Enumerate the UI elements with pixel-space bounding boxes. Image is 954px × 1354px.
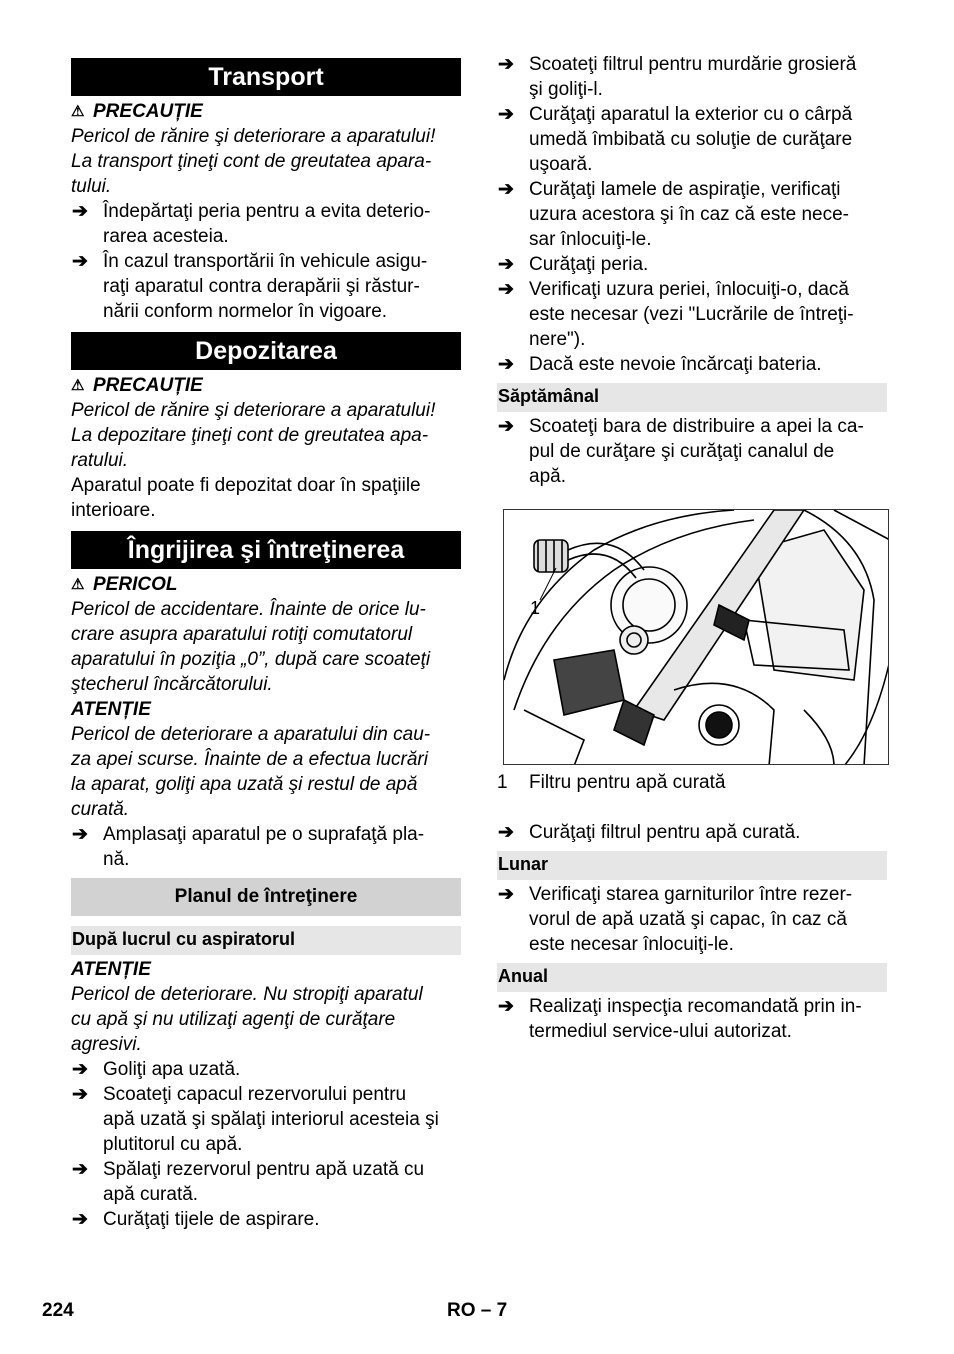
- text-line: Pericol de deteriorare. Nu stropiţi aparatul: [71, 984, 423, 1005]
- arrow-right-icon: ➔: [72, 1059, 88, 1080]
- step-item: [497, 820, 887, 845]
- text-line: ştecherul încărcătorului.: [71, 674, 273, 695]
- steps-monthly: [497, 882, 887, 957]
- step-text-line: termediul service-ului autorizat.: [529, 1021, 792, 1042]
- text-line: za apei scurse. Înainte de a efectua lucrări: [71, 749, 428, 770]
- step-text-line: nere").: [529, 329, 586, 350]
- step-text-line: nă.: [103, 849, 130, 870]
- warning-label: PRECAUȚIE: [93, 101, 203, 122]
- storage-text: [71, 473, 461, 523]
- warning-triangle-icon: ⚠: [71, 576, 85, 593]
- step-text-line: Verificaţi uzura periei, înlocuiţi-o, dacă: [529, 279, 849, 300]
- step-text-line: apă curată.: [103, 1184, 199, 1205]
- step-text-line: rarea acesteia.: [103, 226, 229, 247]
- warning-label: PRECAUȚIE: [93, 375, 203, 396]
- text-line: curată.: [71, 799, 130, 820]
- step-item: [497, 994, 887, 1044]
- step-item: [71, 1082, 461, 1157]
- step-item: [497, 414, 887, 489]
- section-label: RO – 7: [447, 1300, 508, 1321]
- step-item: [71, 1207, 461, 1232]
- step-text-line: Goliţi apa uzată.: [103, 1059, 241, 1080]
- step-item: [497, 52, 887, 102]
- step-text-line: sar înlocuiţi-le.: [529, 229, 652, 250]
- step-text-line: Verificaţi starea garniturilor între rezer-: [529, 884, 853, 905]
- step-text-line: Îndepărtaţi peria pentru a evita deterio-: [103, 201, 431, 222]
- step-text-line: Curăţaţi peria.: [529, 254, 649, 275]
- text-line: aparatului în poziţia „0”, după care scoateţi: [71, 649, 431, 670]
- right-column: [497, 52, 887, 1044]
- step-text-line: nării conform normelor în vigoare.: [103, 301, 388, 322]
- machine-illustration: [504, 510, 889, 765]
- legend-text: Filtru pentru apă curată: [529, 772, 726, 793]
- text-line: Pericol de rănire şi deteriorare a aparatului!: [71, 126, 436, 147]
- steps-transport: [71, 199, 461, 324]
- step-text-line: Curăţaţi aparatul la exterior cu o cârpă: [529, 104, 853, 125]
- arrow-right-icon: ➔: [72, 201, 88, 222]
- heading-transport: Transport: [71, 58, 461, 96]
- step-text-line: uşoară.: [529, 154, 593, 175]
- arrow-right-icon: ➔: [72, 1159, 88, 1180]
- arrow-right-icon: ➔: [72, 1209, 88, 1230]
- arrow-right-icon: ➔: [498, 416, 514, 437]
- text-line: la aparat, goliţi apa uzată şi restul de apă: [71, 774, 418, 795]
- figure-callout-1: 1: [530, 598, 541, 618]
- step-item: [497, 102, 887, 177]
- step-text-line: Dacă este nevoie încărcaţi bateria.: [529, 354, 822, 375]
- step-text-line: plutitorul cu apă.: [103, 1134, 243, 1155]
- step-item: [71, 199, 461, 249]
- danger-text: [71, 597, 461, 697]
- arrow-right-icon: ➔: [498, 254, 514, 275]
- left-column: [71, 52, 461, 1232]
- danger-pericol: [71, 572, 461, 597]
- step-item: [497, 352, 887, 377]
- text-line: Pericol de deteriorare a aparatului din cau-: [71, 724, 431, 745]
- arrow-right-icon: ➔: [498, 354, 514, 375]
- arrow-right-icon: ➔: [498, 179, 514, 200]
- step-item: [71, 822, 461, 872]
- step-text-line: vorul de apă uzată şi capac, în caz că: [529, 909, 847, 930]
- steps-plan: [71, 1057, 461, 1232]
- atentie-text-care: [71, 722, 461, 822]
- step-text-line: Curăţaţi lamele de aspiraţie, verificaţi: [529, 179, 841, 200]
- step-item: [497, 252, 887, 277]
- step-text-line: Spălaţi rezervorul pentru apă uzată cu: [103, 1159, 425, 1180]
- step-text-line: apă.: [529, 466, 566, 487]
- heading-planul: Planul de întreţinere: [71, 878, 461, 916]
- subheading-anual: Anual: [497, 963, 887, 992]
- text-line: cu apă şi nu utilizaţi agenţi de curăţare: [71, 1009, 396, 1030]
- step-text-line: este necesar (vezi "Lucrările de întreţi-: [529, 304, 854, 325]
- step-text-line: este necesar înlocuiţi-le.: [529, 934, 734, 955]
- atentie-label-care: ATENȚIE: [71, 699, 151, 720]
- steps-weekly: [497, 414, 887, 489]
- steps-yearly: [497, 994, 887, 1044]
- step-text-line: raţi aparatul contra derapării şi răstur-: [103, 276, 420, 297]
- arrow-right-icon: ➔: [498, 884, 514, 905]
- text-line: Pericol de rănire şi deteriorare a aparatului!: [71, 400, 436, 421]
- text-line: crare asupra aparatului rotiţi comutatorul: [71, 624, 413, 645]
- step-text-line: În cazul transportării în vehicule asigu-: [103, 251, 428, 272]
- arrow-right-icon: ➔: [498, 822, 514, 843]
- step-text-line: pul de curăţare şi curăţaţi canalul de: [529, 441, 835, 462]
- warning-triangle-icon: ⚠: [71, 377, 85, 394]
- warning-triangle-icon: ⚠: [71, 103, 85, 120]
- arrow-right-icon: ➔: [498, 104, 514, 125]
- arrow-right-icon: ➔: [498, 279, 514, 300]
- text-line: Pericol de accidentare. Înainte de orice lu-: [71, 599, 426, 620]
- step-item: [71, 1157, 461, 1207]
- danger-label: PERICOL: [93, 574, 178, 595]
- subheading-saptamanal: Săptămânal: [497, 383, 887, 412]
- step-text-line: Curăţaţi tijele de aspirare.: [103, 1209, 320, 1230]
- step-text-line: Scoateţi bara de distribuire a apei la ca-: [529, 416, 864, 437]
- step-text-line: umedă îmbibată cu soluţie de curăţare: [529, 129, 853, 150]
- atentie-text-plan: [71, 982, 461, 1057]
- figure-clean-water-filter: [503, 509, 889, 765]
- arrow-right-icon: ➔: [72, 251, 88, 272]
- subheading-dupa-lucrul: După lucrul cu aspiratorul: [71, 926, 461, 955]
- warning-text-storage: [71, 398, 461, 473]
- warning-precautie-transport: [71, 99, 461, 124]
- step-text-line: Amplasaţi aparatul pe o suprafaţă pla-: [103, 824, 425, 845]
- figure-legend: [497, 770, 887, 795]
- warning-precautie-storage: [71, 373, 461, 398]
- step-text-line: Scoateţi filtrul pentru murdărie grosieră: [529, 54, 857, 75]
- arrow-right-icon: ➔: [72, 1084, 88, 1105]
- atentie-label-plan: ATENȚIE: [71, 959, 151, 980]
- step-text-line: şi goliţi-l.: [529, 79, 603, 100]
- step-item: [497, 177, 887, 252]
- arrow-right-icon: ➔: [72, 824, 88, 845]
- text-line: La transport ţineţi cont de greutatea apara-: [71, 151, 432, 172]
- subheading-lunar: Lunar: [497, 851, 887, 880]
- steps-right-top: [497, 52, 887, 377]
- step-text-line: Curăţaţi filtrul pentru apă curată.: [529, 822, 801, 843]
- legend-number: 1: [497, 772, 508, 793]
- step-item: [71, 249, 461, 324]
- arrow-right-icon: ➔: [498, 54, 514, 75]
- text-line: La depozitare ţineţi cont de greutatea apa-: [71, 425, 429, 446]
- step-item: [497, 882, 887, 957]
- step-text-line: uzura acestora şi în caz că este nece-: [529, 204, 849, 225]
- step-item: [71, 1057, 461, 1082]
- steps-weekly-after: [497, 820, 887, 845]
- page-number: 224: [42, 1300, 74, 1321]
- text-line: tului.: [71, 176, 112, 197]
- text-line: Aparatul poate fi depozitat doar în spaţiile: [71, 475, 421, 496]
- text-line: ratului.: [71, 450, 129, 471]
- step-text-line: apă uzată şi spălaţi interiorul acesteia şi: [103, 1109, 439, 1130]
- text-line: agresivi.: [71, 1034, 142, 1055]
- arrow-right-icon: ➔: [498, 996, 514, 1017]
- step-item: [497, 277, 887, 352]
- heading-depozitarea: Depozitarea: [71, 332, 461, 370]
- heading-ingrijirea: Îngrijirea şi întreţinerea: [71, 531, 461, 569]
- steps-care: [71, 822, 461, 872]
- warning-text-transport: [71, 124, 461, 199]
- step-text-line: Realizaţi inspecţia recomandată prin in-: [529, 996, 862, 1017]
- step-text-line: Scoateţi capacul rezervorului pentru: [103, 1084, 407, 1105]
- text-line: interioare.: [71, 500, 156, 521]
